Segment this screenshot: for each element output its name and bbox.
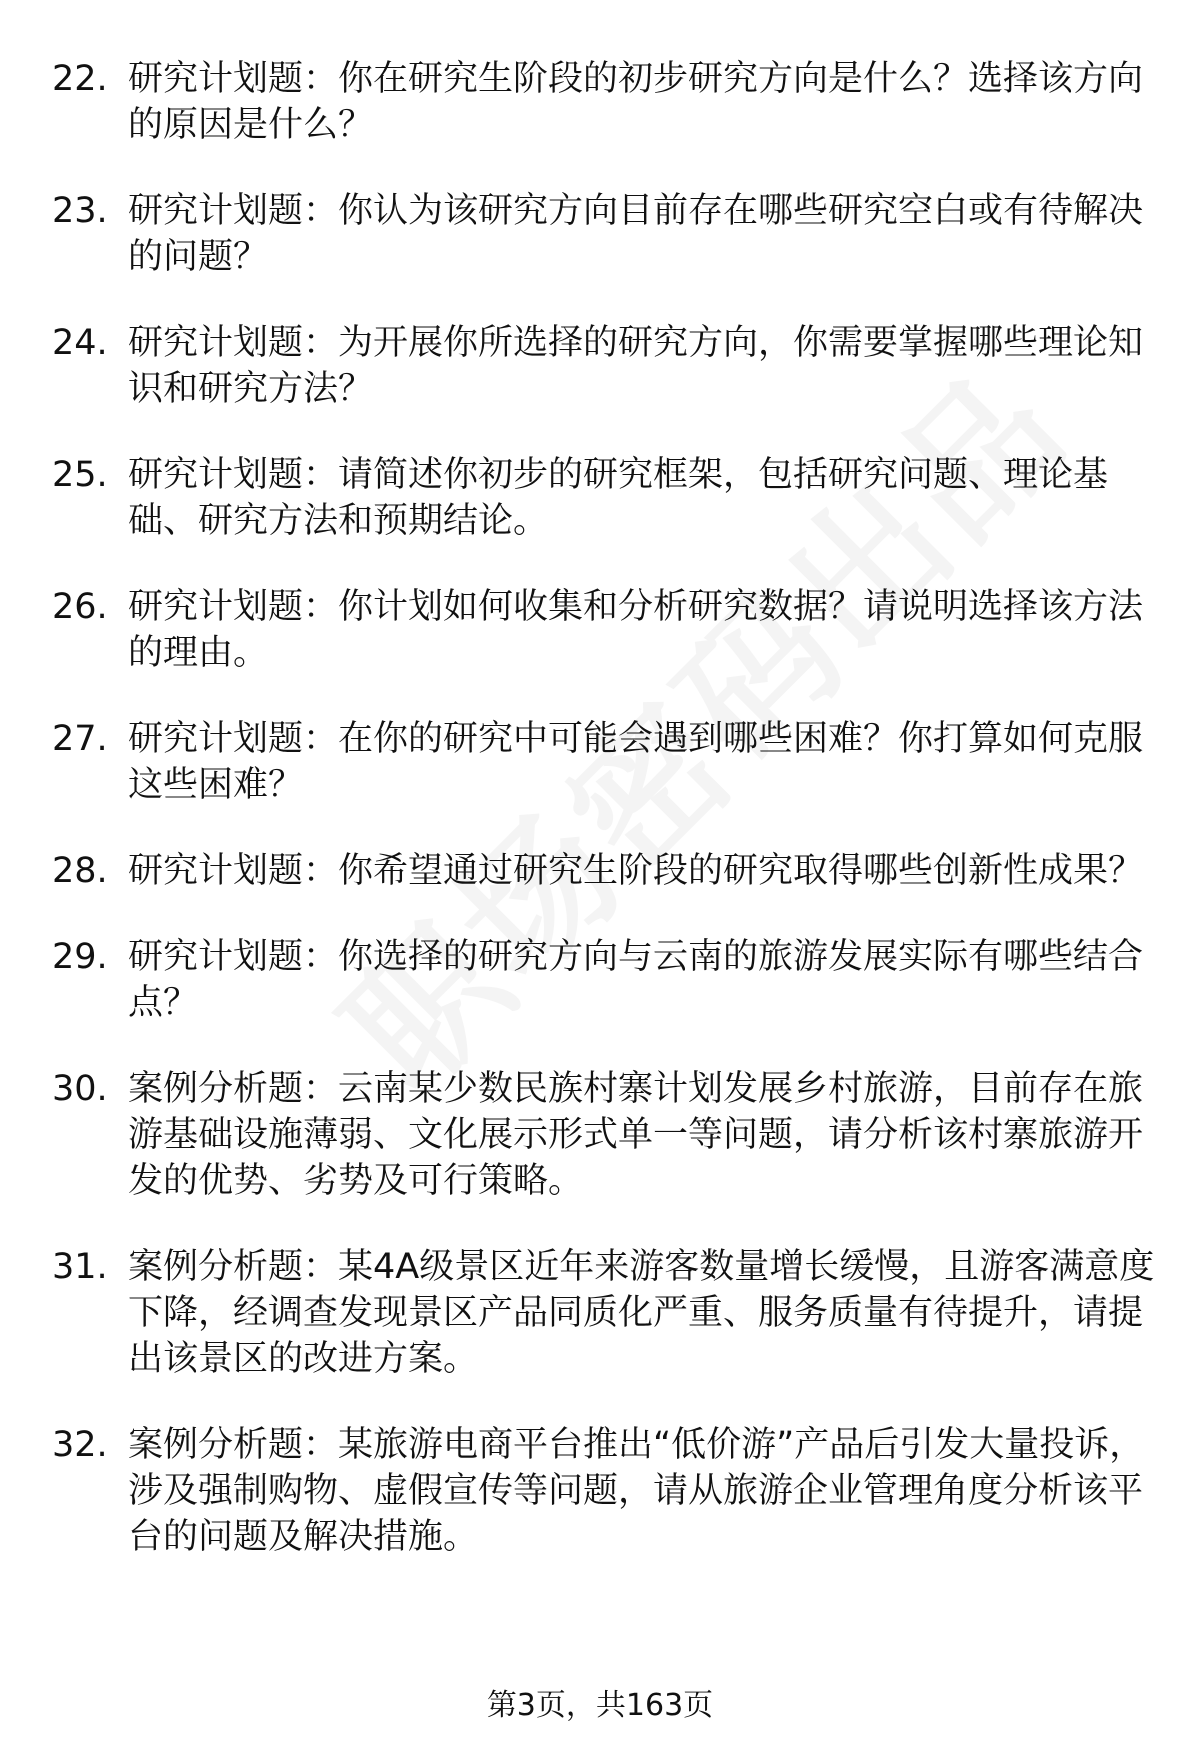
item-number: 26. [52,587,108,627]
item-number: 28. [52,851,108,891]
item-text: 研究计划题：你认为该研究方向目前存在哪些研究空白或有待解决的问题？ [128,191,1144,277]
list-item [52,1422,1162,1560]
list-item [52,188,1162,280]
item-number: 23. [52,191,108,231]
item-text: 研究计划题：你选择的研究方向与云南的旅游发展实际有哪些结合点？ [128,937,1144,1023]
item-number: 29. [52,937,108,977]
item-text: 研究计划题：请简述你初步的研究框架，包括研究问题、理论基础、研究方法和预期结论。 [128,455,1109,541]
list-item [52,320,1162,412]
list-item [52,452,1162,544]
item-number: 27. [52,719,108,759]
item-text: 研究计划题：为开展你所选择的研究方向，你需要掌握哪些理论知识和研究方法？ [128,323,1144,409]
list-item [52,934,1162,1026]
item-text: 案例分析题：云南某少数民族村寨计划发展乡村旅游，目前存在旅游基础设施薄弱、文化展示形式单一等问题，请分析该村寨旅游开发的优势、劣势及可行策略。 [128,1069,1144,1201]
item-number: 25. [52,455,108,495]
item-number: 31. [52,1247,108,1287]
list-item [52,848,1162,894]
item-number: 30. [52,1069,108,1109]
question-list [52,56,1162,1600]
item-number: 24. [52,323,108,363]
item-text: 研究计划题：你在研究生阶段的初步研究方向是什么？选择该方向的原因是什么？ [128,59,1144,145]
item-text: 研究计划题：你希望通过研究生阶段的研究取得哪些创新性成果？ [128,851,1144,891]
list-item [52,584,1162,676]
list-item [52,1066,1162,1204]
list-item [52,1244,1162,1382]
item-text: 案例分析题：某4A级景区近年来游客数量增长缓慢，且游客满意度下降，经调查发现景区产品同质化严重、服务质量有待提升，请提出该景区的改进方案。 [128,1247,1155,1379]
list-item [52,716,1162,808]
list-item [52,56,1162,148]
page-footer: 第3页，共163页 [486,1688,714,1723]
item-number: 22. [52,59,108,99]
item-text: 案例分析题：某旅游电商平台推出“低价游”产品后引发大量投诉，涉及强制购物、虚假宣传等问题，请从旅游企业管理角度分析该平台的问题及解决措施。 [128,1425,1145,1557]
item-text: 研究计划题：你计划如何收集和分析研究数据？请说明选择该方法的理由。 [128,587,1144,673]
item-text: 研究计划题：在你的研究中可能会遇到哪些困难？你打算如何克服这些困难？ [128,719,1144,805]
item-number: 32. [52,1425,108,1465]
